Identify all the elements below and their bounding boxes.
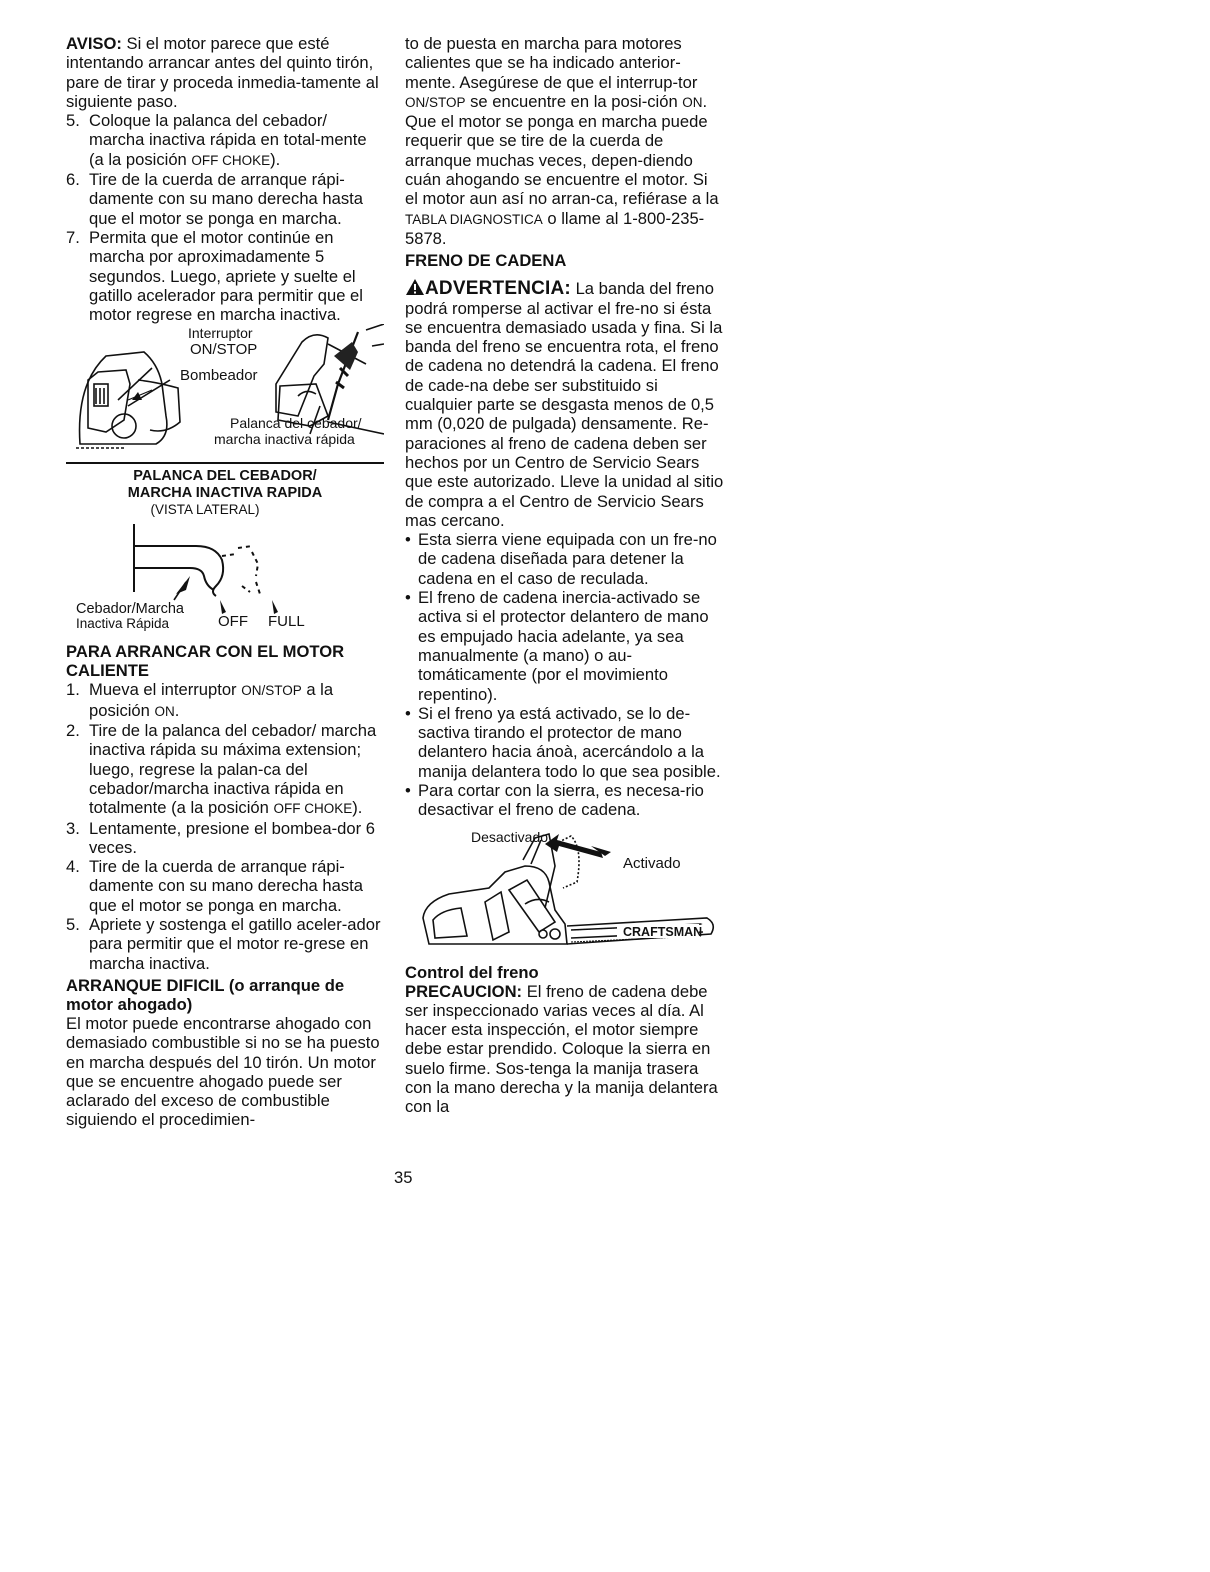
precaucion-text: El freno de cadena debe ser inspeccionado varias veces al día. Al hacer esta inspección, el motor siempre debe estar prendido. Coloque la sierra en suelo firme. Sos-tenga la manija trasera con la mano derecha y la manija delantera con la <box>405 981 718 1117</box>
desactivado-label: Desactivado <box>471 828 549 845</box>
list-item: • Si el freno ya está activado, se lo de-sactiva tirando el protector de mano delantero hacia ánoà, acercándolo a la manija delantera todo lo que sea posible. <box>405 704 725 781</box>
list-item: • El freno de cadena inercia-activado se activa si el protector delantero de mano es empujado hacia adelante, ya sea manualmente (a mano) o au-tomáticamente (por el movimiento repentino). <box>405 588 725 704</box>
steps-list-a <box>66 111 384 324</box>
paragraph-text: o llame al 1-800-235-5878. <box>405 208 705 248</box>
step-number: 2. <box>66 721 80 741</box>
step-text: Mueva el interruptor <box>89 680 242 700</box>
right-column <box>405 34 725 1117</box>
step-number: 4. <box>66 857 80 877</box>
controls-figure <box>66 324 384 456</box>
heading-freno-cadena: FRENO DE CADENA <box>405 251 567 271</box>
page-number: 35 <box>394 1168 413 1187</box>
heading-arranque-dificil: ARRANQUE DIFICIL (o arranque de motor ahogado) <box>66 975 345 1014</box>
list-item <box>66 857 384 915</box>
step-text: OFF CHOKE <box>273 801 353 817</box>
list-item: • Esta sierra viene equipada con un fre-no de cadena diseñada para detener la cadena en el caso de reculada. <box>405 530 725 588</box>
heading-control-freno: Control del freno <box>405 962 539 982</box>
choke-legend-row <box>66 613 384 636</box>
step-text: Coloque la palanca del cebador/ marcha inactiva rápida en total-mente (a la posición <box>89 111 367 169</box>
off-label: OFF <box>218 613 248 631</box>
precaucion-label: PRECAUCION: <box>405 981 523 1001</box>
step-text: ). <box>270 149 281 169</box>
aviso-label: AVISO: <box>66 34 122 53</box>
list-item <box>66 111 384 170</box>
step-number: 3. <box>66 818 80 838</box>
dificil-paragraph: El motor puede encontrarse ahogado con demasiado combustible si no se ha puesto en marcha después del 10 tirón. Un motor que se encuentre ahogado puede ser aclarado del exceso de combustible siguiendo el procedimien- <box>66 1013 380 1130</box>
aviso-paragraph <box>66 34 384 111</box>
step-text: Tire de la cuerda de arranque rápi-damente con su mano derecha hasta que el motor se ponga en marcha. <box>89 857 363 915</box>
paragraph-text: se encuentre en la posi-ción <box>465 91 683 111</box>
paragraph-text: TABLA DIAGNOSTICA <box>405 211 543 227</box>
aviso-text: Si el motor parece que esté intentando arrancar antes del quinto tirón, pare de tirar y proceda inmedia-tamente al siguiente paso. <box>66 34 379 111</box>
step-number: 1. <box>66 680 80 700</box>
advertencia-paragraph <box>405 278 725 530</box>
chainsaw-brake-illustration <box>405 826 725 962</box>
step-text: ). <box>352 798 363 818</box>
brand-logo-text: CRAFTSMAN <box>623 924 703 939</box>
list-item <box>66 228 384 324</box>
chain-brake-figure <box>405 826 725 962</box>
advertencia-label: ADVERTENCIA: <box>425 278 571 300</box>
choke-figure-subtitle: (VISTA LATERAL) <box>150 502 260 518</box>
step-number: 7. <box>66 227 80 247</box>
continuation-paragraph <box>405 34 725 112</box>
step-text: Apriete y sostenga el gatillo aceler-ador para permitir que el motor re-grese en marcha inactiva. <box>89 915 381 973</box>
step-text: ON/STOP <box>241 683 302 699</box>
steps-list-b <box>66 680 384 972</box>
figure-divider <box>66 462 384 464</box>
precaucion-paragraph <box>405 982 725 1117</box>
list-item <box>66 915 384 973</box>
list-item <box>66 170 384 228</box>
cebador-label-1: Cebador/Marcha <box>76 601 184 618</box>
paragraph-text: Que el motor se ponga en marcha puede requerir que se tire de la cuerda de arranque muchas veces, depen-diendo cuán ahogando se encuentre el motor. Si el motor aun así no arran-ca, refiérase a la <box>405 112 719 209</box>
step-text: . <box>174 700 180 720</box>
paragraph-text: . <box>702 91 708 111</box>
step-text: Tire de la palanca del cebador/ marcha inactiva rápida su máxima extension; luego, regrese la palan-ca del cebador/marcha inactiva rápida en totalmente (a la posición <box>89 721 377 818</box>
paragraph-text: to de puesta en marcha para motores calientes que se ha indicado anterior-mente. Asegúrese de que el interrup-tor <box>405 34 698 92</box>
onstop-label: ON/STOP <box>190 341 258 359</box>
step-number: 5. <box>66 915 80 935</box>
step-text: Permita que el motor continúe en marcha por aproximadamente 5 segundos. Luego, apriete y suelte el gatillo acelerador para permitir que el motor regrese en marcha inactiva. <box>89 227 363 325</box>
cebador-label-2: Inactiva Rápida <box>76 616 170 632</box>
bombeador-label: Bombeador <box>180 367 258 385</box>
list-item <box>66 819 384 858</box>
step-text: ON <box>154 703 175 719</box>
activado-label: Activado <box>623 854 681 872</box>
palanca-label-2: marcha inactiva rápida <box>214 431 355 448</box>
paragraph-text: ON/STOP <box>405 94 466 110</box>
step-number: 6. <box>66 170 80 190</box>
left-column <box>66 34 384 1130</box>
list-item <box>66 680 384 721</box>
warning-triangle-icon <box>405 278 425 296</box>
step-text: OFF CHOKE <box>191 152 271 168</box>
choke-figure-title-2: MARCHA INACTIVA RAPIDA <box>127 485 323 502</box>
heading-motor-caliente: PARA ARRANCAR CON EL MOTOR CALIENTE <box>66 642 345 681</box>
advertencia-text: La banda del freno podrá romperse al activar el fre-no si ésta se encuentra demasiado usada y fina. Si la banda del freno se encuentra rota, el freno de cadena no detendrá la cadena. El freno de cade-na debe ser substituido si cualquier parte se desgasta menos de 0,5 mm (0,020 de pulgada) densamente. Re-paraciones al freno de cadena deben ser hechos por un Centro de Servicio Sears que este autorizado. Lleve la unidad al sitio de compra a el Centro de Servicio Sears mas cercano. <box>405 279 724 530</box>
freno-bullets <box>405 530 725 819</box>
paragraph-text: ON <box>682 94 703 110</box>
palanca-label-1: Palanca del cebador/ <box>230 415 362 432</box>
step-number: 5. <box>66 111 80 131</box>
list-item <box>66 721 384 818</box>
step-text: a la posición <box>89 680 334 720</box>
choke-lever-figure <box>66 468 384 616</box>
choke-figure-title-1: PALANCA DEL CEBADOR/ <box>133 468 317 485</box>
step-text: Lentamente, presione el bombea-dor 6 veces. <box>89 818 375 857</box>
step-text: Tire de la cuerda de arranque rápi-damente con su mano derecha hasta que el motor se ponga en marcha. <box>89 170 363 228</box>
full-label: FULL <box>268 613 305 631</box>
interruptor-label: Interruptor <box>188 325 253 342</box>
list-item: • Para cortar con la sierra, es necesa-rio desactivar el freno de cadena. <box>405 781 725 820</box>
que-paragraph <box>405 112 725 248</box>
